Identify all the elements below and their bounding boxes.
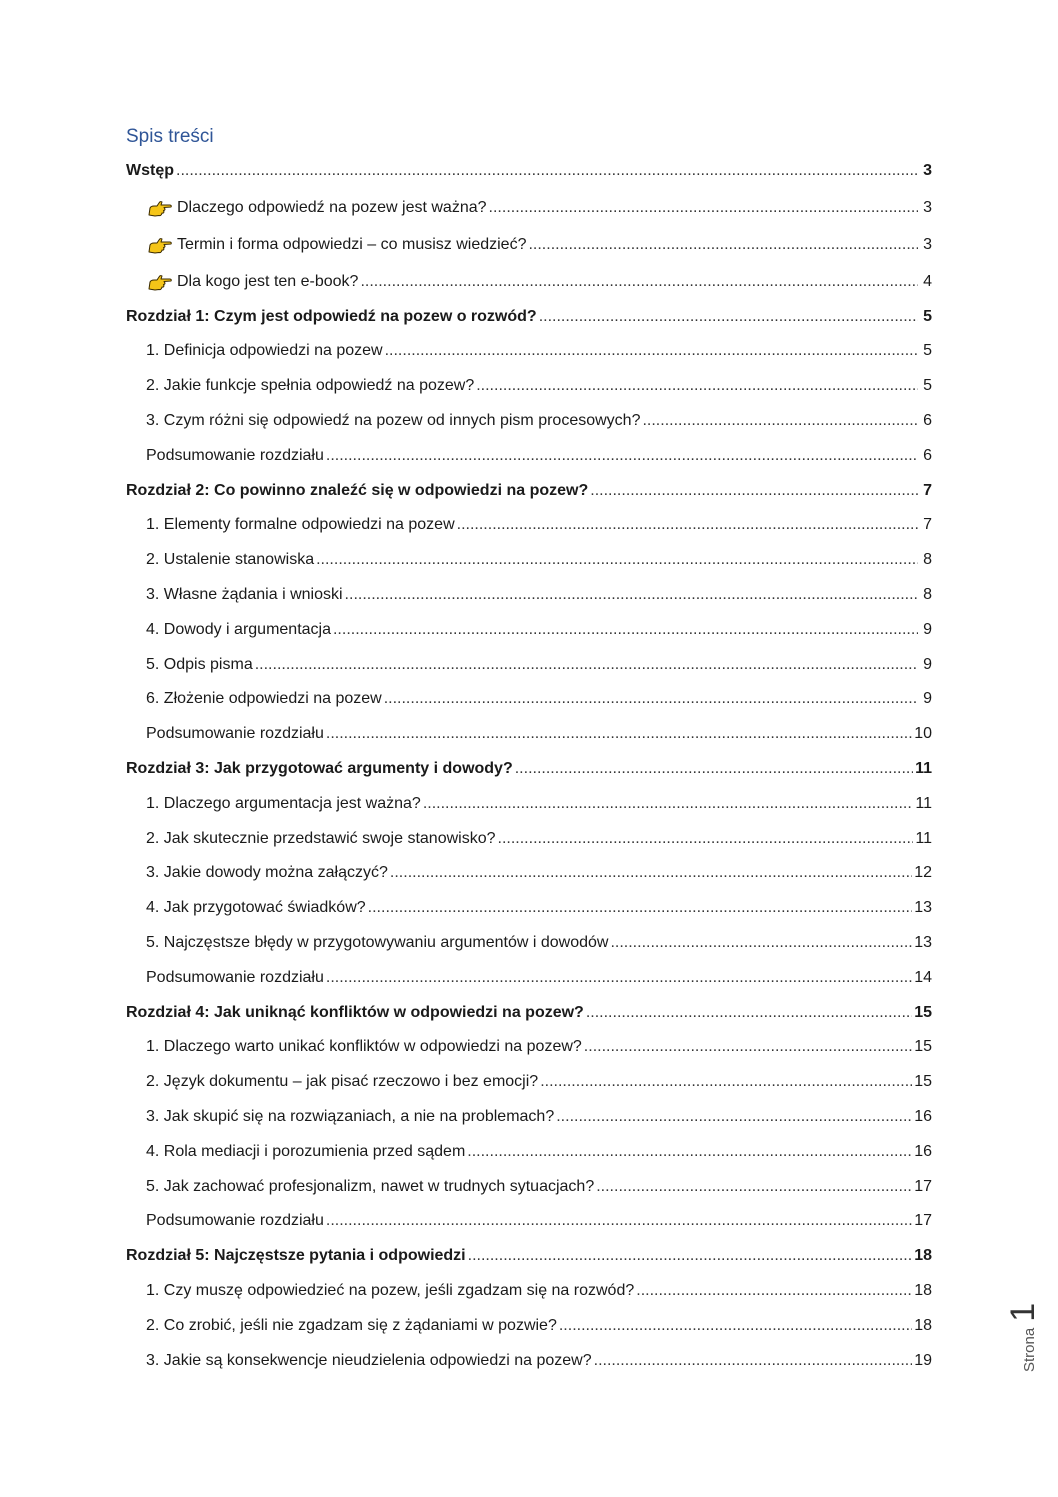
dot-leader — [596, 1177, 912, 1197]
toc-entry-page: 18 — [914, 1281, 932, 1299]
toc-entry[interactable] — [126, 1131, 932, 1166]
toc-entry[interactable] — [126, 1201, 932, 1236]
toc-entry[interactable] — [126, 992, 932, 1027]
toc-entry-label: Podsumowanie rozdziału — [146, 968, 324, 986]
dot-leader — [584, 1037, 912, 1057]
dot-leader — [333, 620, 918, 640]
dot-leader — [423, 794, 914, 814]
toc-entry-label: Rozdział 2: Co powinno znaleźć się w odpowiedzi na pozew? — [126, 481, 589, 499]
toc-entry[interactable] — [126, 957, 932, 992]
dot-leader — [385, 341, 918, 361]
toc-entry-label: 5. Najczęstsze błędy w przygotowywaniu argumentów i dowodów — [146, 933, 609, 951]
toc-entry-page: 4 — [923, 272, 932, 290]
toc-entry-page: 8 — [923, 585, 932, 603]
toc-entry[interactable] — [126, 1305, 932, 1340]
toc-entry-label: 1. Dlaczego warto unikać konfliktów w odpowiedzi na pozew? — [146, 1038, 582, 1056]
pointing-hand-icon — [147, 272, 173, 292]
toc-entry-label: 4. Rola mediacji i porozumienia przed sądem — [146, 1142, 466, 1160]
dot-leader — [586, 1003, 912, 1023]
toc-entry-label: Dlaczego odpowiedź na pozew jest ważna? — [177, 198, 487, 216]
toc-entry[interactable] — [126, 1270, 932, 1305]
dot-leader — [590, 481, 918, 501]
toc-entry[interactable] — [126, 713, 932, 748]
toc-entry[interactable] — [126, 644, 932, 679]
toc-entry-page: 11 — [915, 829, 932, 847]
toc-entry-label: 2. Co zrobić, jeśli nie zgadzam się z żądaniami w pozwie? — [146, 1316, 557, 1334]
toc-entry-label: 3. Jakie są konsekwencje nieudzielenia odpowiedzi na pozew? — [146, 1351, 592, 1369]
toc-entry[interactable] — [126, 539, 932, 574]
toc-entry[interactable] — [126, 331, 932, 366]
toc-entry-label: Wstęp — [126, 161, 174, 179]
dot-leader — [540, 1072, 912, 1092]
toc-entry-label: Termin i forma odpowiedzi – co musisz wiedzieć? — [177, 235, 527, 253]
dot-leader — [642, 411, 918, 431]
toc-entry-label: Rozdział 1: Czym jest odpowiedź na pozew o rozwód? — [126, 307, 537, 325]
toc-entry[interactable] — [126, 435, 932, 470]
dot-leader — [316, 550, 918, 570]
toc-entry-label: Dla kogo jest ten e-book? — [177, 272, 359, 290]
toc-entry-page: 9 — [923, 690, 932, 708]
dot-leader — [594, 1351, 913, 1371]
toc-entry[interactable] — [126, 185, 932, 222]
toc-entry-label: 1. Dlaczego argumentacja jest ważna? — [146, 794, 421, 812]
dot-leader — [457, 515, 918, 535]
toc-entry-page: 9 — [923, 655, 932, 673]
toc-entry-page: 11 — [915, 759, 932, 777]
dot-leader — [384, 689, 918, 709]
toc-entry-page: 15 — [914, 1073, 932, 1091]
page-label: Strona — [1021, 1327, 1038, 1372]
toc-entry[interactable] — [126, 470, 932, 505]
toc-entry[interactable] — [126, 222, 932, 259]
toc-entry[interactable] — [126, 609, 932, 644]
dot-leader — [636, 1281, 912, 1301]
toc-entry-page: 14 — [914, 968, 932, 986]
toc-entry[interactable] — [126, 853, 932, 888]
toc-entry-label: 3. Jak skupić się na rozwiązaniach, a nie na problemach? — [146, 1107, 555, 1125]
toc-entry-page: 9 — [923, 620, 932, 638]
dot-leader — [326, 724, 912, 744]
dot-leader — [467, 1142, 912, 1162]
dot-leader — [539, 307, 918, 327]
toc-entry[interactable] — [126, 259, 932, 296]
toc-entry-label: 1. Definicja odpowiedzi na pozew — [146, 342, 383, 360]
page-footer — [974, 1262, 1042, 1372]
toc-entry-label: 4. Jak przygotować świadków? — [146, 899, 366, 917]
toc-entry[interactable] — [126, 1235, 932, 1270]
toc-entry-page: 13 — [914, 899, 932, 917]
toc-entry-page: 12 — [914, 864, 932, 882]
toc-entry-page: 15 — [914, 1038, 932, 1056]
table-of-contents — [126, 150, 932, 1375]
toc-entry[interactable] — [126, 1027, 932, 1062]
toc-entry[interactable] — [126, 150, 932, 185]
toc-entry-page: 16 — [914, 1107, 932, 1125]
dot-leader — [345, 585, 918, 605]
toc-entry-page: 17 — [914, 1177, 932, 1195]
toc-entry[interactable] — [126, 574, 932, 609]
toc-entry-label: 2. Ustalenie stanowiska — [146, 551, 315, 569]
dot-leader — [468, 1246, 913, 1266]
toc-entry[interactable] — [126, 1096, 932, 1131]
toc-entry-label: 4. Dowody i argumentacja — [146, 620, 331, 638]
dot-leader — [176, 161, 918, 181]
toc-entry-label: 5. Jak zachować profesjonalizm, nawet w trudnych sytuacjach? — [146, 1177, 595, 1195]
toc-entry-page: 18 — [914, 1316, 932, 1334]
toc-entry[interactable] — [126, 1166, 932, 1201]
toc-entry-label: 3. Czym różni się odpowiedź na pozew od innych pism procesowych? — [146, 411, 641, 429]
toc-entry[interactable] — [126, 922, 932, 957]
toc-entry[interactable] — [126, 748, 932, 783]
pointing-hand-icon — [147, 198, 173, 218]
toc-entry[interactable] — [126, 296, 932, 331]
toc-entry[interactable] — [126, 679, 932, 714]
toc-entry-label: Podsumowanie rozdziału — [146, 1212, 324, 1230]
toc-entry-page: 6 — [923, 411, 932, 429]
toc-entry[interactable] — [126, 887, 932, 922]
toc-entry-label: 1. Elementy formalne odpowiedzi na pozew — [146, 516, 455, 534]
toc-entry[interactable] — [126, 365, 932, 400]
toc-entry-label: 2. Jakie funkcje spełnia odpowiedź na pozew? — [146, 377, 475, 395]
dot-leader — [610, 933, 912, 953]
toc-entry-page: 3 — [923, 198, 932, 216]
toc-entry-page: 5 — [923, 342, 932, 360]
toc-entry-page: 7 — [923, 516, 932, 534]
toc-entry-label: 6. Złożenie odpowiedzi na pozew — [146, 690, 382, 708]
toc-entry-label: Rozdział 3: Jak przygotować argumenty i dowody? — [126, 759, 513, 777]
toc-entry-page: 5 — [923, 377, 932, 395]
dot-leader — [476, 376, 918, 396]
dot-leader — [528, 235, 918, 255]
toc-entry-label: 3. Jakie dowody można załączyć? — [146, 864, 388, 882]
dot-leader — [326, 1211, 912, 1231]
toc-entry-page: 16 — [914, 1142, 932, 1160]
dot-leader — [559, 1316, 912, 1336]
toc-entry[interactable] — [126, 1340, 932, 1375]
toc-entry[interactable] — [126, 783, 932, 818]
dot-leader — [489, 198, 918, 218]
pointing-hand-icon — [147, 235, 173, 255]
toc-entry-page: 10 — [914, 725, 932, 743]
toc-entry-page: 19 — [914, 1351, 932, 1369]
toc-entry-page: 13 — [914, 933, 932, 951]
dot-leader — [360, 272, 918, 292]
toc-entry[interactable] — [126, 818, 932, 853]
toc-entry-label: 3. Własne żądania i wnioski — [146, 585, 343, 603]
toc-entry-label: 2. Jak skutecznie przedstawić swoje stanowisko? — [146, 829, 496, 847]
page-number: 1 — [1004, 1302, 1042, 1322]
toc-entry-page: 6 — [923, 446, 932, 464]
dot-leader — [326, 968, 912, 988]
toc-entry-label: Podsumowanie rozdziału — [146, 725, 324, 743]
toc-entry[interactable] — [126, 505, 932, 540]
toc-entry-label: 5. Odpis pisma — [146, 655, 253, 673]
dot-leader — [556, 1107, 912, 1127]
toc-entry-label: 2. Język dokumentu – jak pisać rzeczowo i bez emocji? — [146, 1073, 539, 1091]
dot-leader — [515, 759, 913, 779]
toc-entry-page: 5 — [923, 307, 932, 325]
toc-entry[interactable] — [126, 400, 932, 435]
toc-entry-label: Rozdział 5: Najczęstsze pytania i odpowiedzi — [126, 1247, 466, 1265]
toc-entry-page: 11 — [915, 794, 932, 812]
dot-leader — [498, 829, 914, 849]
toc-entry-label: 1. Czy muszę odpowiedzieć na pozew, jeśli zgadzam się na rozwód? — [146, 1281, 635, 1299]
toc-entry-label: Podsumowanie rozdziału — [146, 446, 324, 464]
dot-leader — [368, 898, 913, 918]
toc-entry-page: 17 — [914, 1212, 932, 1230]
toc-entry-page: 18 — [914, 1247, 932, 1265]
dot-leader — [390, 863, 912, 883]
toc-entry-page: 8 — [923, 551, 932, 569]
dot-leader — [255, 655, 918, 675]
dot-leader — [326, 446, 918, 466]
toc-title: Spis treści — [126, 126, 214, 147]
toc-entry-page: 3 — [923, 235, 932, 253]
toc-entry-page: 3 — [923, 161, 932, 179]
toc-entry-page: 7 — [923, 481, 932, 499]
toc-entry-label: Rozdział 4: Jak uniknąć konfliktów w odpowiedzi na pozew? — [126, 1003, 584, 1021]
toc-entry[interactable] — [126, 1061, 932, 1096]
toc-entry-page: 15 — [914, 1003, 932, 1021]
